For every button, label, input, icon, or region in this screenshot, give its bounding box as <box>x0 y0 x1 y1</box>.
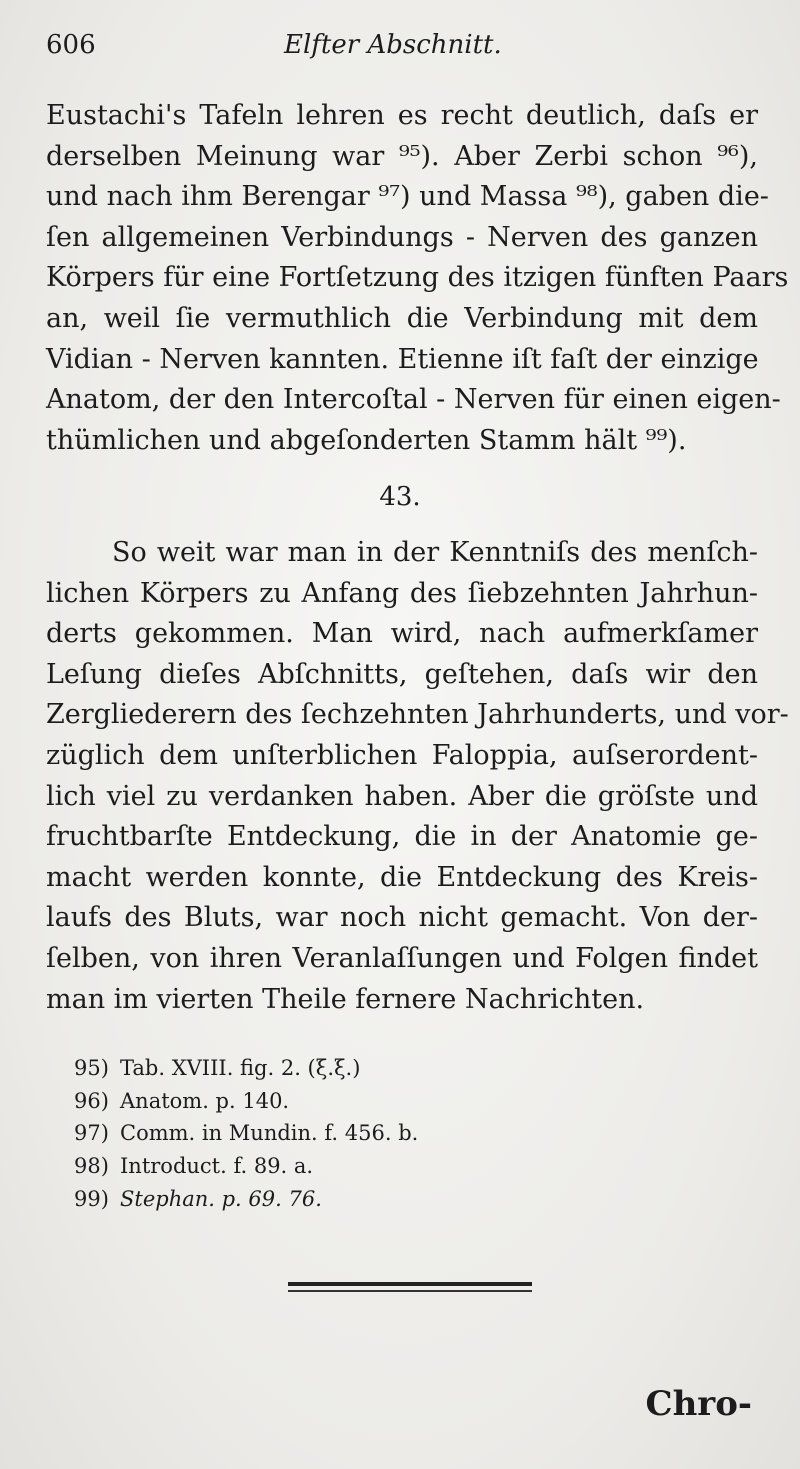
catchword: Chro- <box>645 1384 752 1424</box>
footnote-text: Comm. in Mundin. f. 456. b. <box>120 1121 419 1146</box>
text-line: Körpers für eine Fortſetzung des itzigen fünften Paars <box>46 262 789 294</box>
footnote-text: Introduct. f. 89. a. <box>120 1154 314 1179</box>
footnote <box>74 1183 674 1216</box>
page-header <box>46 30 760 80</box>
text-line: Eustachi's Tafeln lehren es recht deutlich, daſs er <box>46 100 758 131</box>
text-line: thümlichen und abgeſonderten Stamm hält ⁹⁹). <box>46 424 687 456</box>
footnote <box>74 1085 674 1118</box>
text-line: an, weil ſie vermuthlich die Verbindung mit dem <box>46 302 758 334</box>
text-line: macht werden konnte, die Entdeckung des Kreis- <box>46 861 758 893</box>
footnote-number: 99) <box>74 1186 109 1211</box>
thick-rule-line <box>288 1282 532 1286</box>
footnote <box>74 1150 674 1183</box>
footnote-number: 97) <box>74 1121 109 1146</box>
footnote-number: 96) <box>74 1088 109 1113</box>
thin-rule-line <box>288 1290 532 1292</box>
text-line: Anatom, der den Intercoſtal - Nerven für einen eigen- <box>46 384 781 416</box>
text-line: Zergliederern des ſechzehnten Jahrhunderts, und vor- <box>46 699 789 731</box>
text-line: laufs des Bluts, war noch nicht gemacht. Von der- <box>46 902 758 934</box>
text-line: So weit war man in der Kenntniſs des menſch- <box>112 537 758 568</box>
footnote <box>74 1117 674 1150</box>
paragraph-2 <box>46 533 789 1020</box>
paragraph-1 <box>46 96 789 461</box>
text-line: lich viel zu verdanken haben. Aber die gröſste und <box>46 780 758 812</box>
text-line: züglich dem unſterblichen Faloppia, auſserordent- <box>46 739 758 771</box>
text-line: man im vierten Theile fernere Nachrichten. <box>46 983 645 1015</box>
footnote-number: 95) <box>74 1056 109 1080</box>
footnotes <box>74 1052 674 1216</box>
text-line: ſen allgemeinen Verbindungs - Nerven des ganzen <box>46 221 758 253</box>
text-line: ſelben, von ihren Veranlaſſungen und Folgen findet <box>46 942 758 974</box>
text-line: fruchtbarſte Entdeckung, die in der Anatomie ge- <box>46 821 758 853</box>
text-line: Leſung dieſes Abſchnitts, geſtehen, daſs wir den <box>46 658 758 690</box>
footnote-text: Anatom. p. 140. <box>120 1088 290 1113</box>
section-rule <box>288 1282 532 1296</box>
running-title: Elfter Abschnitt. <box>284 30 502 60</box>
footnote-number: 98) <box>74 1154 109 1179</box>
footnote-text: Tab. XVIII. fig. 2. (ξ.ξ.) <box>120 1056 361 1080</box>
footnote-text: Stephan. p. 69. 76. <box>120 1186 322 1211</box>
section-number: 43. <box>379 482 421 512</box>
text-line: derselben Meinung war ⁹⁵). Aber Zerbi schon ⁹⁶), <box>46 140 758 172</box>
text-line: und nach ihm Berengar ⁹⁷) und Massa ⁹⁸), gaben die- <box>46 181 769 213</box>
text-line: lichen Körpers zu Anfang des ſiebzehnten Jahrhun- <box>46 577 758 609</box>
page-number: 606 <box>46 30 96 60</box>
footnote <box>74 1052 674 1085</box>
text-line: Vidian - Nerven kannten. Etienne iſt faſt der einzige <box>46 343 759 375</box>
text-line: derts gekommen. Man wird, nach aufmerkſamer <box>46 618 758 650</box>
